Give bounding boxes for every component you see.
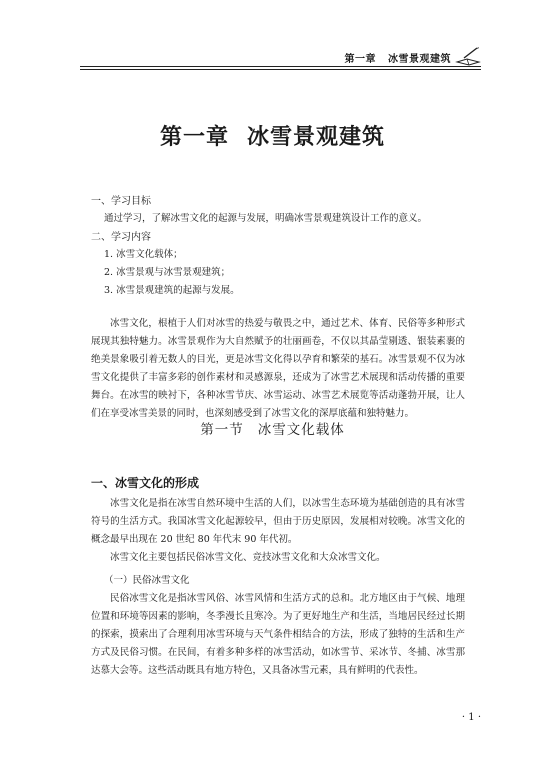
header-rule-thin xyxy=(80,69,481,70)
book-pen-icon xyxy=(455,46,481,66)
section-number: 第一节 xyxy=(200,422,244,438)
header-chapter: 第一章 xyxy=(344,54,377,65)
chapter-number: 第一章 xyxy=(159,124,229,150)
running-header-text xyxy=(345,50,451,65)
header-title: 冰雪景观建筑 xyxy=(388,54,451,65)
running-header xyxy=(80,46,481,68)
page-number: · 1 · xyxy=(461,712,481,723)
paragraph: 民俗冰雪文化是指冰雪风俗、冰雪风情和生活方式的总和。北方地区由于气候、地理位置和环境等因素的影响，冬季漫长且寒冷。为了更好地生产和生活，当地居民经过长期的探索，摸索出了合理利用冰雪环境与天气条件相结合的方法，形成了独特的生活和生产方式及民俗习惯。在民间，有着多种多样的冰雪活动，如冰雪节、采冰节、冬捕、冰雪那达慕大会等。这些活动既具有地方特色，又具备冰雪元素，具有鲜明的代表性。 xyxy=(91,593,465,676)
paragraph: 冰雪文化主要包括民俗冰雪文化、竞技冰雪文化和大众冰雪文化。 xyxy=(110,552,386,563)
item-heading: （一）民俗冰雪文化 xyxy=(104,575,190,586)
chapter-title xyxy=(0,120,545,151)
contents-item: 1. 冰雪文化载体； xyxy=(104,249,183,260)
contents-item: 3. 冰雪景观建筑的起源与发展。 xyxy=(104,285,240,296)
paragraph: 冰雪文化是指在冰雪自然环境中生活的人们，以冰雪生态环境为基础创造的具有冰雪符号的生活方式。我国冰雪文化起源较早，但由于历史原因，发展相对较晚。冰雪文化的概念最早出现在 20 世纪 80 年代末 90 年代初。 xyxy=(91,498,465,545)
section-name: 冰雪文化载体 xyxy=(257,422,345,438)
contents-heading: 二、学习内容 xyxy=(91,232,151,243)
objectives-heading: 一、学习目标 xyxy=(91,196,151,207)
contents-item: 2. 冰雪景观与冰雪景观建筑； xyxy=(104,267,231,278)
chapter-name: 冰雪景观建筑 xyxy=(247,124,386,150)
intro-paragraph: 冰雪文化，根植于人们对冰雪的热爱与敬畏之中，通过艺术、体育、民俗等多种形式展现其独特魅力。冰雪景观作为大自然赋予的壮丽画卷，不仅以其晶莹剔透、银装素裹的绝美景象吸引着无数人的目光，更是冰雪文化得以孕育和繁荣的基石。冰雪景观不仅为冰雪文化提供了丰富多彩的创作素材和灵感源泉，还成为了冰雪艺术展现和活动传播的重要舞台。在冰雪的映衬下，各种冰雪节庆、冰雪运动、冰雪艺术展览等活动蓬勃开展，让人们在享受冰雪美景的同时，也深刻感受到了冰雪文化的深厚底蕴和独特魅力。 xyxy=(91,318,465,419)
objectives-text: 通过学习，了解冰雪文化的起源与发展，明确冰雪景观建筑设计工作的意义。 xyxy=(104,213,428,224)
section-title xyxy=(0,418,545,438)
header-rule xyxy=(80,66,481,67)
subsection-title: 一、冰雪文化的形成 xyxy=(91,476,200,490)
